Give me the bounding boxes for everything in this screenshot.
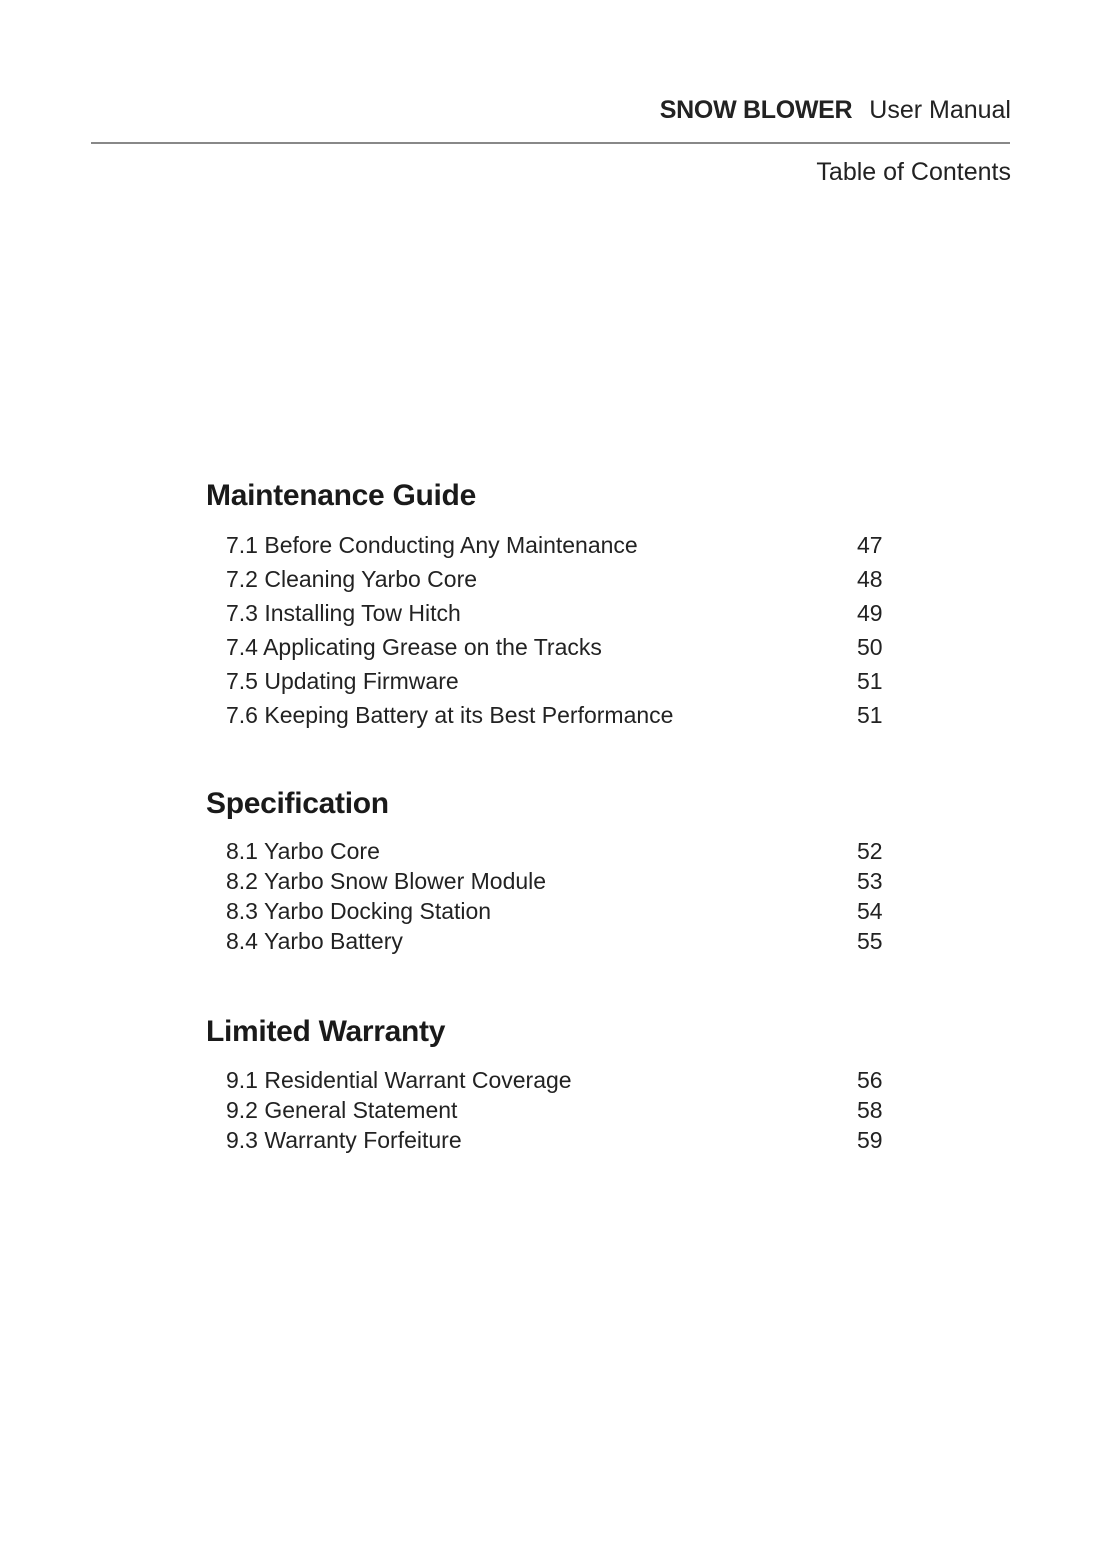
header-brand: SNOW BLOWER — [659, 96, 853, 124]
toc-entry[interactable] — [206, 836, 906, 866]
toc-entry-label: 9.3 Warranty Forfeiture — [226, 1127, 462, 1153]
page-subtitle: Table of Contents — [816, 158, 1011, 186]
toc-entry-label: 8.2 Yarbo Snow Blower Module — [226, 868, 547, 894]
toc-entry[interactable] — [206, 630, 906, 664]
toc-entry-label: 7.1 Before Conducting Any Maintenance — [226, 532, 638, 558]
toc-entry-page: 54 — [857, 898, 883, 924]
toc-entry-list — [206, 836, 906, 956]
toc-entry[interactable] — [206, 562, 906, 596]
toc-entry-page: 51 — [857, 702, 883, 728]
header-divider — [91, 142, 1010, 144]
toc-entry[interactable] — [206, 596, 906, 630]
toc-entry-page: 56 — [857, 1067, 883, 1093]
toc-entry-label: 9.2 General Statement — [226, 1097, 458, 1123]
toc-entry-label: 7.2 Cleaning Yarbo Core — [226, 566, 478, 592]
toc-entry[interactable] — [206, 664, 906, 698]
toc-section-limited-warranty — [206, 1014, 906, 1155]
toc-entry-label: 8.4 Yarbo Battery — [226, 928, 403, 954]
toc-entry-page: 59 — [857, 1127, 883, 1153]
toc-entry[interactable] — [206, 1125, 906, 1155]
toc-entry-page: 53 — [857, 868, 883, 894]
toc-entry[interactable] — [206, 1065, 906, 1095]
toc-entry-label: 8.3 Yarbo Docking Station — [226, 898, 492, 924]
toc-section-maintenance — [206, 478, 906, 732]
section-title: Specification — [206, 787, 389, 820]
toc-entry-list — [206, 1065, 906, 1155]
toc-entry[interactable] — [206, 1095, 906, 1125]
toc-entry-page: 49 — [857, 600, 883, 626]
toc-entry-label: 7.5 Updating Firmware — [226, 668, 459, 694]
toc-entry-page: 50 — [857, 634, 883, 660]
section-title: Limited Warranty — [206, 1015, 446, 1048]
toc-entry-label: 8.1 Yarbo Core — [226, 838, 380, 864]
toc-entry[interactable] — [206, 926, 906, 956]
toc-entry-label: 7.3 Installing Tow Hitch — [226, 600, 461, 626]
toc-entry[interactable] — [206, 698, 906, 732]
toc-entry-page: 52 — [857, 838, 883, 864]
section-title: Maintenance Guide — [206, 479, 476, 512]
toc-entry-list — [206, 528, 906, 732]
header-doc-title: User Manual — [869, 96, 1011, 124]
toc-entry-label: 7.4 Applicating Grease on the Tracks — [226, 634, 602, 660]
toc-entry-label: 9.1 Residential Warrant Coverage — [226, 1067, 572, 1093]
toc-section-specification — [206, 786, 906, 956]
toc-entry-page: 47 — [857, 532, 883, 558]
toc-entry-page: 48 — [857, 566, 883, 592]
toc-entry-page: 51 — [857, 668, 883, 694]
toc-entry[interactable] — [206, 896, 906, 926]
running-header — [660, 96, 1011, 125]
toc-entry-page: 58 — [857, 1097, 883, 1123]
toc-entry[interactable] — [206, 866, 906, 896]
toc-entry-page: 55 — [857, 928, 883, 954]
toc-entry-label: 7.6 Keeping Battery at its Best Performance — [226, 702, 674, 728]
toc-entry[interactable] — [206, 528, 906, 562]
